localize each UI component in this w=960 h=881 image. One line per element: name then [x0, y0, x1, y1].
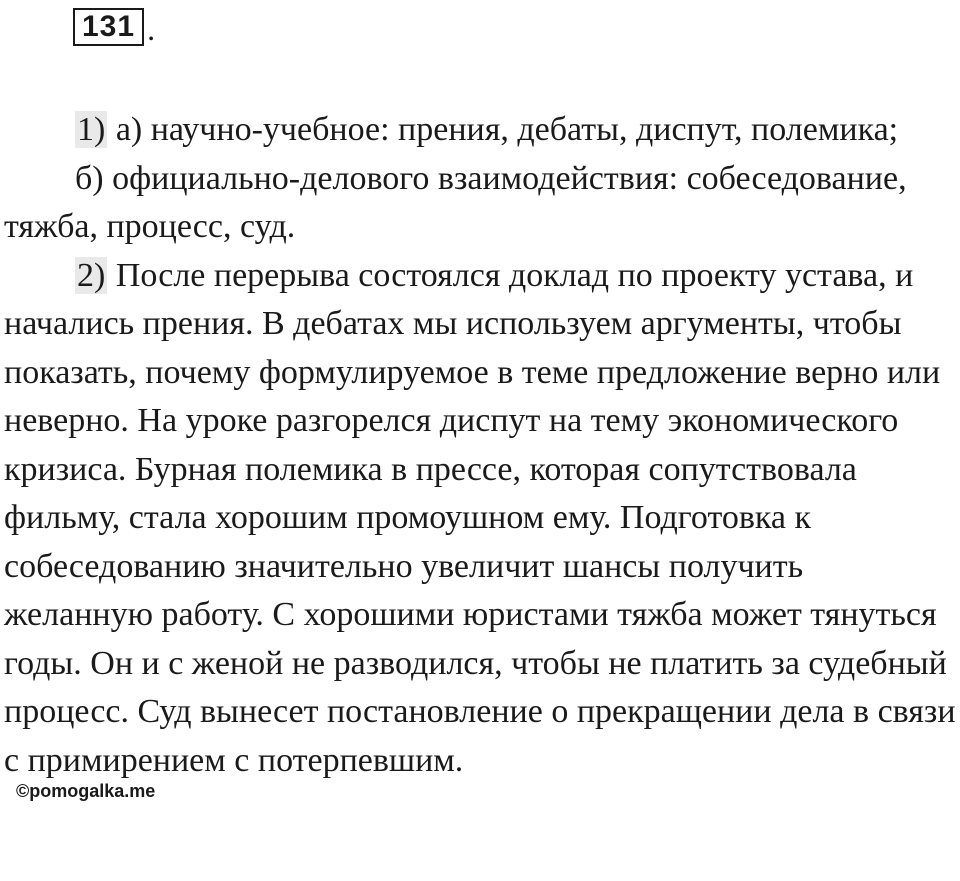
paragraph-3	[4, 252, 960, 786]
paragraph-3-text: После перерыва состоялся доклад по проекту устава, и начались прения. В дебатах мы используем аргументы, чтобы показать, почему формулируемое в теме предложение верно или неверно. На уроке разгорелся диспут на тему экономического кризиса. Бурная полемика в прессе, которая сопутствовала фильму, стала хорошим промоушном ему. Подготовка к собеседованию значительно увеличит шансы получить желанную работу. С хорошими юристами тяжба может тянуться годы. Он и с женой не разводился, чтобы не платить за судебный процесс. Суд вынесет постановление о прекращении дела в связи с примирением с потерпевшим.	[4, 256, 956, 779]
task-number-header	[73, 6, 155, 46]
item-marker-2: 2)	[77, 256, 106, 294]
task-number: 131	[73, 8, 144, 46]
paragraph-1-text: а) научно-учебное: прения, дебаты, диспут, полемика;	[107, 111, 899, 148]
paragraph-1	[4, 106, 960, 155]
item-marker-1: 1)	[77, 111, 106, 148]
task-number-suffix: .	[147, 11, 156, 47]
paragraph-2-text: б) официально-делового взаимодействия: собеседование, тяжба, процесс, суд.	[4, 159, 907, 245]
paragraph-2	[4, 155, 960, 252]
watermark: ©pomogalka.me	[16, 781, 156, 801]
answer-text	[4, 106, 960, 785]
